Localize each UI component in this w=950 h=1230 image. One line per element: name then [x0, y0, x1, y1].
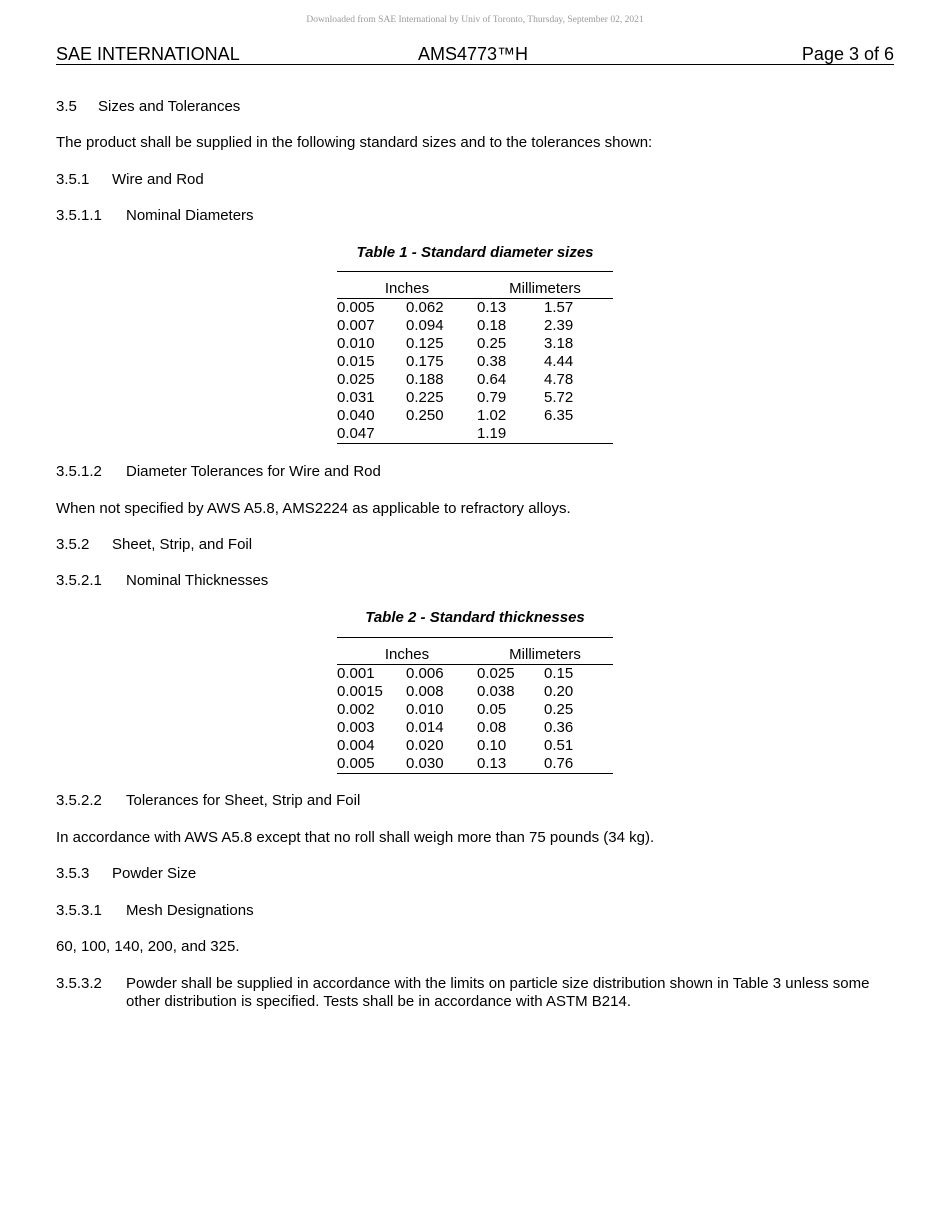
table-cell: 0.36 [544, 719, 574, 736]
header-page-number: Page 3 of 6 [801, 44, 894, 64]
paragraph-3-5-1-2: When not specified by AWS A5.8, AMS2224 as applicable to refractory alloys. [56, 500, 571, 517]
table-cell: 0.10 [477, 737, 507, 754]
table-cell: 0.15 [544, 665, 574, 682]
table-row [337, 335, 613, 353]
section-title: Wire and Rod [112, 171, 204, 188]
download-watermark: Downloaded from SAE International by Univ of Toronto, Thursday, September 02, 2021 [306, 15, 644, 25]
section-title: Tolerances for Sheet, Strip and Foil [126, 792, 361, 809]
table-cell: 0.001 [337, 665, 375, 682]
table-cell: 1.02 [477, 407, 507, 424]
table-row [337, 665, 613, 684]
table-cell: 0.008 [406, 683, 444, 700]
table-cell: 4.78 [544, 371, 574, 388]
section-number: 3.5.1.2 [56, 463, 102, 480]
table-cell: 0.006 [406, 665, 444, 682]
section-title: Powder Size [112, 865, 197, 882]
table-cell: 0.004 [337, 737, 375, 754]
table-row [337, 353, 613, 371]
table-cell: 4.44 [544, 353, 574, 370]
section-3-5-3-1-heading [56, 902, 254, 920]
table-cell: 0.062 [406, 299, 444, 316]
page-header [56, 44, 894, 65]
table-cell: 0.20 [544, 683, 574, 700]
table-row [337, 719, 613, 737]
paragraph-text: Powder shall be supplied in accordance with the limits on particle size distribution shown in Table 3 unless some other distribution is specified. Tests shall be in accordance with ASTM B214. [126, 975, 870, 1010]
section-3-5-2-2-heading [56, 792, 360, 810]
table-cell: 0.038 [477, 683, 515, 700]
table-cell: 0.005 [337, 755, 375, 772]
table-cell: 0.250 [406, 407, 444, 424]
table-cell: 0.015 [337, 353, 375, 370]
table-row [337, 389, 613, 407]
table-cell: 0.025 [477, 665, 515, 682]
table-cell: 0.05 [477, 701, 507, 718]
section-title: Nominal Diameters [126, 207, 254, 224]
table-cell: 0.040 [337, 407, 375, 424]
millimeters-header: Millimeters [477, 646, 613, 665]
table-cell: 0.010 [406, 701, 444, 718]
table-1-caption: Table 1 - Standard diameter sizes [356, 244, 594, 261]
section-number: 3.5.2.1 [56, 572, 102, 589]
paragraph-3-5-3-2 [56, 975, 896, 1011]
section-number: 3.5.3 [56, 865, 90, 882]
table-cell: 0.020 [406, 737, 444, 754]
table-cell: 1.19 [477, 425, 507, 442]
table-cell: 0.08 [477, 719, 507, 736]
table-cell: 6.35 [544, 407, 574, 424]
table-cell [544, 425, 613, 444]
table-cell: 0.0015 [337, 683, 383, 700]
section-3-5-2-heading [56, 536, 252, 554]
table-row [337, 701, 613, 719]
section-number: 3.5.3.1 [56, 902, 102, 919]
table-1-diameters [337, 271, 613, 444]
table-cell: 0.25 [477, 335, 507, 352]
section-title: Sizes and Tolerances [98, 98, 241, 115]
table-row [337, 737, 613, 755]
section-title: Sheet, Strip, and Foil [112, 536, 253, 553]
table-cell: 0.047 [337, 425, 375, 442]
section-3-5-heading [56, 98, 240, 116]
table-cell: 0.007 [337, 317, 375, 334]
table-cell: 0.79 [477, 389, 507, 406]
table-cell: 0.030 [406, 755, 444, 772]
table-cell: 0.225 [406, 389, 444, 406]
paragraph-3-5-3-1: 60, 100, 140, 200, and 325. [56, 938, 240, 955]
section-number: 3.5.3.2 [56, 975, 102, 992]
table-row [337, 317, 613, 335]
table-cell: 0.18 [477, 317, 507, 334]
table-cell: 0.13 [477, 755, 507, 772]
section-3-5-1-heading [56, 171, 204, 189]
table-cell: 0.003 [337, 719, 375, 736]
paragraph-3-5-2-2: In accordance with AWS A5.8 except that no roll shall weigh more than 75 pounds (34 kg). [56, 829, 655, 846]
section-title: Mesh Designations [126, 902, 254, 919]
intro-paragraph: The product shall be supplied in the following standard sizes and to the tolerances shown: [56, 134, 653, 151]
table-cell: 0.175 [406, 353, 444, 370]
section-3-5-3-heading [56, 865, 196, 883]
table-cell: 2.39 [544, 317, 574, 334]
table-cell: 5.72 [544, 389, 574, 406]
inches-header: Inches [337, 646, 477, 665]
table-row [337, 371, 613, 389]
section-number: 3.5 [56, 98, 77, 115]
section-number: 3.5.2.2 [56, 792, 102, 809]
table-row [337, 407, 613, 425]
table-cell: 0.64 [477, 371, 507, 388]
table-cell: 1.57 [544, 299, 574, 316]
table-1-body [337, 299, 613, 444]
section-number: 3.5.1 [56, 171, 90, 188]
table-row [337, 755, 613, 774]
inches-header: Inches [337, 280, 477, 299]
section-title: Diameter Tolerances for Wire and Rod [126, 463, 381, 480]
table-row [337, 683, 613, 701]
table-2-thicknesses [337, 637, 613, 774]
section-number: 3.5.1.1 [56, 207, 102, 224]
section-3-5-1-1-heading [56, 207, 254, 225]
section-3-5-1-2-heading [56, 463, 381, 481]
header-doc-number: AMS4773™H [418, 44, 529, 64]
table-cell: 0.125 [406, 335, 444, 352]
table-cell: 0.51 [544, 737, 574, 754]
section-title: Nominal Thicknesses [126, 572, 269, 589]
table-cell: 0.76 [544, 755, 574, 772]
table-cell: 3.18 [544, 335, 574, 352]
table-2-body [337, 665, 613, 774]
table-row [337, 299, 613, 318]
header-org: SAE INTERNATIONAL [56, 44, 240, 64]
table-cell: 0.005 [337, 299, 375, 316]
table-cell: 0.25 [544, 701, 574, 718]
millimeters-header: Millimeters [477, 280, 613, 299]
table-cell: 0.031 [337, 389, 375, 406]
table-cell: 0.010 [337, 335, 375, 352]
table-cell: 0.094 [406, 317, 444, 334]
table-cell: 0.13 [477, 299, 507, 316]
table-row [337, 425, 613, 444]
table-cell: 0.188 [406, 371, 444, 388]
section-3-5-2-1-heading [56, 572, 268, 590]
section-number: 3.5.2 [56, 536, 90, 553]
table-cell: 0.025 [337, 371, 375, 388]
table-cell [406, 425, 477, 444]
table-cell: 0.014 [406, 719, 444, 736]
table-2-caption: Table 2 - Standard thicknesses [365, 609, 585, 626]
table-cell: 0.38 [477, 353, 507, 370]
table-cell: 0.002 [337, 701, 375, 718]
